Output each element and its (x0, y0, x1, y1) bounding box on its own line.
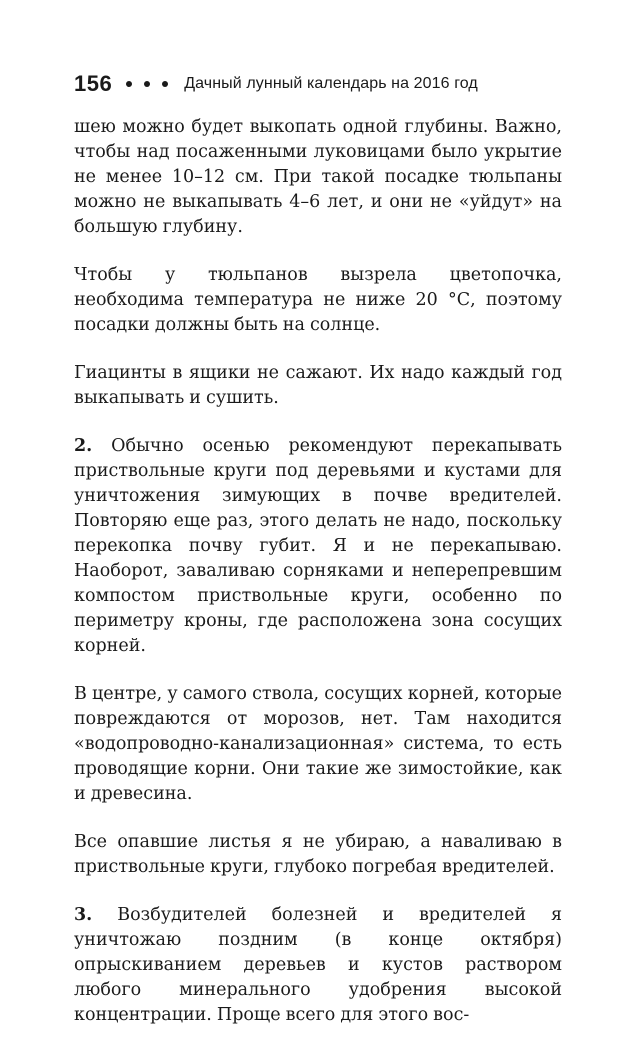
bullet-dot-icon (126, 81, 132, 87)
bullet-dot-icon (162, 81, 168, 87)
paragraph-text: Чтобы у тюльпанов вызрела цветопочка, необходима температура не ниже 20 °С, поэтому посадки должны быть на солнце. (74, 265, 562, 335)
numbered-paragraph (74, 434, 562, 659)
paragraph (74, 115, 562, 240)
body-text (74, 115, 562, 1051)
header-dots (126, 81, 168, 87)
page-number: 156 (74, 71, 113, 96)
numbered-paragraph (74, 903, 562, 1028)
paragraph-number: 2. (74, 436, 93, 456)
paragraph (74, 263, 562, 338)
paragraph (74, 361, 562, 411)
page-header (74, 66, 574, 102)
paragraph-text: шею можно будет выкопать одной глубины. Важно, чтобы над посаженными луковицами было укрытие не менее 10–12 см. При такой посадке тюльпаны можно не выкапывать 4–6 лет, и они не «уйдут» на большую глубину. (74, 117, 562, 237)
paragraph-text: Все опавшие листья я не убираю, а наваливаю в приствольные круги, глубоко погребая вредителей. (74, 832, 562, 877)
running-title: Дачный лунный календарь на 2016 год (184, 75, 478, 92)
paragraph-text: Гиацинты в ящики не сажают. Их надо каждый год выкапывать и сушить. (74, 363, 562, 408)
paragraph (74, 830, 562, 880)
paragraph-text: В центре, у самого ствола, сосущих корней, которые повреждаются от морозов, нет. Там находится «водопроводно-канализационная» система, то есть проводящие корни. Они такие же зимостойкие, как и древесина. (74, 684, 562, 804)
paragraph-text: Возбудителей болезней и вредителей я уничтожаю поздним (в конце октября) опрыскиванием деревьев и кустов раствором любого минерального удобрения высокой концентрации. Проще всего для этого вос- (74, 905, 562, 1025)
bullet-dot-icon (144, 81, 150, 87)
paragraph-number: 3. (74, 905, 93, 925)
paragraph (74, 682, 562, 807)
paragraph-text: Обычно осенью рекомендуют перекапывать приствольные круги под деревьями и кустами для уничтожения зимующих в почве вредителей. Повторяю еще раз, этого делать не надо, поскольку перекопка почву губит. Я и не перекапываю. Наоборот, заваливаю сорняками и неперепревшим компостом приствольные круги, особенно по периметру кроны, где расположена зона сосущих корней. (74, 436, 562, 656)
